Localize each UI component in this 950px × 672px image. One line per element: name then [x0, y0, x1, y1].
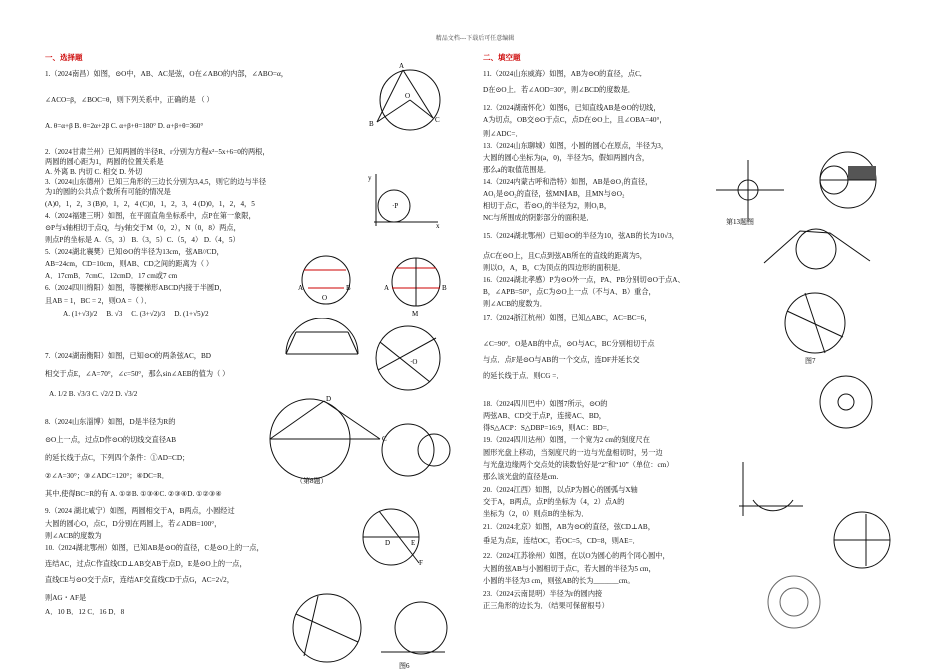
right-line: 坐标为（2，0）则点B的坐标为．	[483, 510, 589, 518]
right-line: 12.（2024湖南怀化）如图6，已知直线AB是⊙O的切线，	[483, 104, 661, 112]
figure-q21	[828, 508, 898, 573]
svg-text:A: A	[298, 284, 304, 292]
left-line: A．17cmB．7cmC．12cmD．17 cm或7 cm	[45, 272, 178, 280]
right-line: 点C在⊙O上，且C点到弦AB所在的直线的距离为5，	[483, 252, 647, 260]
svg-text:D: D	[326, 395, 332, 403]
right-line: 正三角形的边长为．（结果可保留根号）	[483, 602, 609, 610]
right-line: B，∠APB=50°，点C为⊙O上一点（不与A、B）重合，	[483, 288, 656, 296]
left-line: 直线CE与⊙O交于点F，连结AF交直线CD于点G，AC=2√2，	[45, 576, 234, 584]
page-header: 精品文档---下载后可任意编辑	[435, 35, 515, 42]
left-line: 大圆的圆心O，点C，D分别在两圆上，若∠ADB=100°，	[45, 520, 222, 528]
left-line: 7.（2024湖南衡阳）如图，已知⊙O的两条弦AC，BD	[45, 352, 211, 360]
right-line: 16.（2024湖北孝感）P为⊙O外一点，PA、PB分别切⊙O于点A、	[483, 276, 685, 284]
left-line: 其中,使得BC=R的有 A. ①②B. ①③④C. ②③④D. ①②③④	[45, 490, 222, 498]
right-line: 相切于点C，若⊙O₁的半径为2，则O₁B，	[483, 202, 612, 210]
right-line: 13.（2024山东聊城）如图，小圆的圆心在原点，半径为3，	[483, 142, 669, 150]
svg-text:图7: 图7	[805, 357, 816, 365]
svg-text:B: B	[369, 120, 374, 128]
right-line: 圆形光盘上移动，当刻度尺的一边与光盘相切时，另一边	[483, 449, 663, 457]
svg-text:O: O	[322, 294, 328, 302]
left-line: 6.（2024四川绵阳）如图，等腰梯形ABCD内接于半圆D，	[45, 284, 227, 292]
left-line: A. θ=α+β B. θ=2α+2β C. α+β+θ=180° D. α+β+θ=360°	[45, 122, 204, 130]
left-line: 1.（2024南昌）如图，⊙O中，AB、AC是弦，O在∠ABO的内部，∠ABO=α，	[45, 70, 288, 78]
right-line: 23.（2024云南昆明）半径为r的圆内接	[483, 590, 603, 598]
right-line: 交于A，B两点，点P的坐标为（4，2）点A的	[483, 498, 625, 506]
svg-text:E: E	[411, 539, 416, 547]
figure-q5a	[288, 252, 363, 312]
figure-q20	[735, 460, 805, 520]
figure-q18	[775, 285, 855, 365]
svg-text:x: x	[436, 222, 440, 230]
svg-text:O: O	[405, 92, 411, 100]
left-line: 3.（2024山东德州）已知三角形的三边长分别为3,4,5，则它的边与半径	[45, 178, 267, 186]
left-line: 且AB = 1，BC = 2，则OA =（ ）．	[45, 297, 152, 305]
left-line: 相交于点E，∠A=70°，∠c=50°，那么sin∠AEB的值为（ ）	[45, 370, 230, 378]
figure-bottom-b	[375, 598, 455, 670]
right-line: 两弦AB、CD交于点P，连接AC、BD，	[483, 412, 606, 420]
right-line: 11.（2024山东威海）如图，AB为⊙O的直径，点C,	[483, 70, 642, 78]
right-line: AO₁是⊙O₂的直径，弦MN∥AB，且MN与⊙O₂	[483, 190, 625, 198]
right-line: 则∠ADC=．	[483, 130, 523, 138]
figure-q10	[355, 505, 430, 570]
left-line: 则点P的坐标是 A.（5，3） B.（3，5）C.（5，4） D.（4，5）	[45, 236, 240, 244]
left-line: A．10 B．12 C．16 D．8	[45, 608, 125, 616]
left-line: ⊙P与x轴相切于点Q，与y轴交于M（0，2），N（0，8）两点，	[45, 224, 241, 232]
right-line: 18.（2024四川巴中）如图7所示，⊙O的	[483, 400, 608, 408]
svg-text:y: y	[368, 174, 372, 182]
right-line: 14.（2024内蒙古呼和浩特）如图，AB是⊙O₁的直径，	[483, 178, 653, 186]
left-line: 为1的圆的公共点个数所有可能的情况是	[45, 188, 171, 196]
q7-options: A. 1/2 B. √3/3 C. √2/2 D. √3/2	[49, 390, 138, 398]
svg-text:D: D	[385, 539, 391, 547]
left-line: ⊙O上一点，过点D作⊙O的切线交直径AB	[45, 436, 177, 444]
figure-q13	[712, 158, 787, 228]
right-line: 大圆的弦AB与小圆相切于点C，若大圆的半径为5 cm，	[483, 565, 656, 573]
svg-text:C: C	[435, 116, 440, 124]
left-line: ②∠A=30°；③∠ADC=120°；④DC=R．	[45, 472, 169, 480]
figure-q6	[282, 318, 362, 358]
svg-text:M: M	[412, 310, 419, 317]
section-title-fill: 二、填空题	[483, 53, 521, 62]
figure-q5b	[378, 252, 453, 317]
right-line: 与点．点F是⊙O与AB的一个交点，连DF并延长交	[483, 356, 640, 364]
right-line: 19.（2024四川达州）如图，一个宽为2 cm的刻度尺在	[483, 436, 650, 444]
left-line: 2.（2024甘肃兰州）已知两圆的半径R、r分别为方程x²−5x+6=0的两根，	[45, 148, 270, 156]
right-line: 与光盘边缘两个交点处的读数恰好是“2”和“10”（单位：cm）	[483, 461, 674, 469]
figure-q22	[760, 572, 830, 632]
svg-text:·O: ·O	[410, 358, 418, 366]
right-line: 则∠ACB的度数为．	[483, 300, 547, 308]
right-line: 22.（2024江苏徐州）如图，在以O为圆心的两个同心圆中，	[483, 552, 670, 560]
figure-q1	[365, 60, 455, 135]
section-title-choice: 一、选择题	[45, 53, 83, 62]
left-line: 则AG・AF是	[45, 594, 87, 602]
left-line: (A)0，1，2，3 (B)0，1，2，4 (C)0，1，2，3，4 (D)0，1，2，4，5	[45, 200, 255, 208]
svg-text:C: C	[382, 435, 387, 443]
figure-q9	[378, 420, 458, 480]
figure-q4	[368, 170, 443, 230]
right-line: D在⊙O上．若∠AOD=30°，则∠BCD的度数是．	[483, 86, 635, 94]
right-line: A为切点，OB交⊙O于点C，点D在⊙O上，且∠OBA=40°，	[483, 116, 667, 124]
right-line: 小圆的半径为3 cm，则弦AB的长为_______cm。	[483, 577, 635, 585]
left-line: A. 外离 B. 内切 C. 相交 D. 外切	[45, 168, 143, 176]
figure-q7	[370, 320, 450, 395]
right-line: 则以O，A，B，C为顶点的四边形的面积是．	[483, 264, 626, 272]
right-line: 20.（2024江西）如图，以点P为圆心的圆弧与X轴	[483, 486, 638, 494]
left-line: 4.（2024福建三明）如图，在平面直角坐标系中，点P在第一象限，	[45, 212, 256, 220]
svg-text:B: B	[442, 284, 447, 292]
left-line: 的延长线于点C，下列四个条件：①AD=CD；	[45, 454, 190, 462]
left-line: 两圆的圆心距为1，两圆的位置关系是	[45, 158, 164, 166]
svg-text:第13题图: 第13题图	[726, 218, 754, 226]
right-line: 垂足为点E，连结OC，若OC=5，CD=8，则AE=．	[483, 537, 640, 545]
right-line: 大圆的圆心坐标为(a，0)，半径为5，假如两圆内含，	[483, 154, 650, 162]
q6-options: A. (1+√3)/2 B. √3 C. (3+√2)/3 D. (1+√5)/2	[63, 310, 209, 318]
right-line: ∠C=90°．O是AB的中点，⊙O与AC，BC分别相切于点	[483, 340, 655, 348]
right-line: 21.（2024北京）如图，AB为⊙O的直径，弦CD⊥AB，	[483, 523, 655, 531]
svg-text:F: F	[419, 559, 423, 567]
svg-text:图6: 图6	[399, 662, 410, 670]
figure-q15	[760, 225, 875, 285]
svg-text:·P: ·P	[392, 202, 399, 210]
right-line: 15.（2024湖北鄂州）已知⊙O的半径为10，弦AB的长为10√3，	[483, 232, 679, 240]
svg-text:B: B	[346, 284, 351, 292]
left-line: 10.（2024湖北鄂州）如图，已知AB是⊙O的直径，C是⊙O上的一点，	[45, 544, 264, 552]
figure-q8	[250, 395, 390, 485]
left-line: 则∠ACB的度数为	[45, 532, 102, 540]
right-line: 那么a的取值范围是．	[483, 166, 551, 174]
svg-text:A: A	[399, 62, 405, 70]
svg-text:（第8题）: （第8题）	[296, 477, 328, 485]
figure-q14	[812, 150, 887, 210]
figure-bottom-a	[282, 590, 377, 665]
left-line: 5.（2024湖北襄樊）已知⊙O的半径为13cm，弦AB//CD，	[45, 248, 224, 256]
right-line: 那么该光盘的直径是cm.	[483, 473, 559, 481]
left-line: AB=24cm，CD=10cm，则AB、CD之间的距离为（ ）	[45, 260, 214, 268]
figure-q19	[812, 372, 882, 432]
svg-text:A: A	[384, 284, 390, 292]
right-line: NC与所围成的阴影部分的面积是．	[483, 214, 594, 222]
left-line: 8.（2024山东淄博）如图，D是半径为R的	[45, 418, 176, 426]
left-line: 连结AC，过点C作直线CD⊥AB交AB于点D，E是⊙O上的一点，	[45, 560, 247, 568]
right-line: 得S△ACP：S△DBP=16:9，则AC：BD=．	[483, 424, 614, 432]
left-line: 9.（2024 湖北咸宁）如图，两圆相交于A，B两点，小圆经过	[45, 507, 235, 515]
right-line: 的延长线于点．则CG =．	[483, 372, 564, 380]
right-line: 17.（2024浙江杭州）如图，已知△ABC，AC=BC=6，	[483, 314, 652, 322]
left-line: ∠ACO=β，∠BOC=θ，则下列关系中，正确的是 （ ）	[45, 96, 214, 104]
